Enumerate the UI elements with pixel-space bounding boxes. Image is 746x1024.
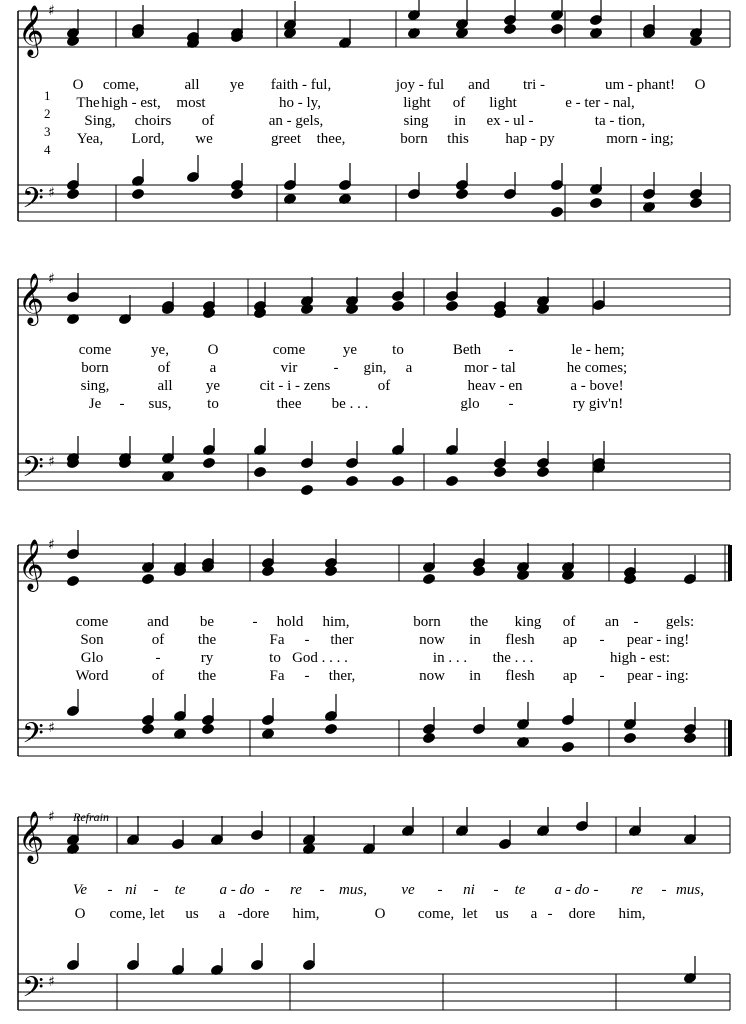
note-head [202,723,215,734]
note-head [551,206,564,217]
lyric-syllable: Ve [72,882,88,898]
note-head [325,723,338,734]
note-head [504,23,517,34]
lyric-syllable: king [514,614,542,630]
lyric-syllable: to [392,342,404,358]
lyric-syllable: us [185,906,199,922]
note-head [473,565,486,576]
lyric-syllable: light [403,95,431,111]
lyric-syllable: ye [229,77,245,93]
note-head [517,569,530,580]
lyric-syllable: in [454,113,466,129]
lyric-syllable: thee, [316,131,346,147]
lyric-syllable: born [400,131,428,147]
key-signature-sharp-icon: ♯ [48,454,55,470]
note-head [423,732,436,743]
lyric-syllable: of [201,113,215,129]
lyric-syllable: Fa [269,632,285,648]
lyric-syllable: - [107,882,113,898]
lyric-syllable: - [304,632,310,648]
lyric-syllable: a [405,360,413,376]
lyric-syllable: in [469,668,481,684]
lyric-syllable: a - do [219,882,255,898]
note-head [392,300,405,311]
lyric-syllable: - [599,668,605,684]
lyric-syllable: most [176,95,206,111]
lyric-syllable: - [264,882,270,898]
lyric-syllable: - [155,650,161,666]
lyric-syllable: - [508,342,514,358]
lyric-syllable: Beth [452,342,482,358]
lyric-syllable: O [72,77,84,93]
lyric-syllable: ap [562,632,578,648]
bass-clef-icon: 𝄢 [22,971,44,1011]
lyric-syllable: come, [102,77,140,93]
note-head [67,575,80,586]
lyric-syllable: and [147,614,169,630]
lyric-syllable: greet [271,131,301,147]
lyric-syllable: a [530,906,538,922]
lyric-syllable: mor - tal [464,360,516,376]
lyric-syllable: O [694,77,706,93]
lyric-syllable: - [252,614,258,630]
note-head [262,565,275,576]
lyric-syllable: Son [80,632,104,648]
lyric-syllable: a [218,906,226,922]
lyric-syllable: mus, [676,882,704,898]
lyric-syllable: gels: [665,614,695,630]
lyric-syllable: ther [330,632,354,648]
lyric-syllable: O [74,906,86,922]
lyric-syllable: te [174,882,186,898]
lyric-syllable: Lord, [131,131,165,147]
lyric-syllable: - [633,614,639,630]
lyric-syllable: now [419,668,445,684]
lyric-syllable: a [209,360,217,376]
lyric-syllable: ex - ul - [486,113,534,129]
lyric-syllable: ther, [328,668,356,684]
key-signature-sharp-icon: ♯ [48,974,55,990]
lyric-syllable: be [199,614,215,630]
treble-clef-icon: 𝄞 [18,811,45,862]
lyric-syllable: ye, [151,342,169,358]
lyric-syllable: sus, [148,396,172,412]
note-head [142,723,155,734]
lyric-syllable: le - hem; [571,342,625,358]
note-head [690,35,703,46]
lyric-syllable: cit - i - zens [259,378,331,394]
note-head [624,732,637,743]
lyric-syllable: The [76,95,100,111]
treble-clef-icon: 𝄞 [18,273,45,324]
verse-number-2: 2 [44,106,51,121]
lyric-syllable: to [269,650,281,666]
lyric-syllable: - [508,396,514,412]
lyric-syllable: the [469,614,489,630]
lyric-syllable: the . . . [492,650,534,666]
lyric-syllable: faith - ful, [270,77,332,93]
note-head [346,475,359,486]
note-head [537,303,550,314]
note-head [456,188,469,199]
lyric-syllable: and [468,77,490,93]
lyric-syllable: all [184,77,200,93]
note-head [446,475,459,486]
lyric-syllable: Glo [80,650,104,666]
lyric-syllable: sing [403,113,429,129]
lyric-syllable: Word [75,668,109,684]
note-head [551,23,564,34]
lyric-syllable: Sing, [84,113,116,129]
lyric-syllable: in . . . [432,650,468,666]
lyric-syllable: - [493,882,499,898]
lyric-syllable: - [661,882,667,898]
lyric-syllable: Je [88,396,102,412]
note-head [590,197,603,208]
lyric-syllable: - [119,396,125,412]
lyric-syllable: come [272,342,306,358]
lyric-syllable: this [447,131,469,147]
note-head [423,573,436,584]
lyric-syllable: mus, [339,882,367,898]
lyric-syllable: um - phant! [605,77,675,93]
lyric-syllable: joy - ful [395,77,445,93]
note-head [231,188,244,199]
lyric-syllable: - [304,668,310,684]
lyric-syllable: ve [401,882,415,898]
lyric-syllable: O [207,342,219,358]
lyric-syllable: come, [417,906,455,922]
lyric-syllable: - [333,360,339,376]
note-head [537,466,550,477]
note-head [67,188,80,199]
lyric-syllable: a - do [554,882,590,898]
lyric-syllable: hap - py [505,131,555,147]
lyric-syllable: light [489,95,517,111]
lyric-syllable: come, let [109,906,165,922]
note-head [142,573,155,584]
note-head [346,303,359,314]
note-head [494,466,507,477]
lyric-syllable: - [593,882,599,898]
lyric-syllable: in [469,632,481,648]
lyric-syllable: him, [618,906,646,922]
lyric-syllable: ni [125,882,137,898]
note-head [132,188,145,199]
key-signature-sharp-icon: ♯ [48,537,55,553]
lyric-syllable: him, [322,614,350,630]
lyric-syllable: dore [568,906,596,922]
lyric-syllable: of [562,614,576,630]
lyric-syllable: born [413,614,441,630]
lyric-syllable: ni [463,882,475,898]
lyric-syllable: come [78,342,112,358]
lyric-syllable: re [631,882,643,898]
lyric-syllable: ta - tion, [594,113,646,129]
lyric-syllable: Fa [269,668,285,684]
note-head [301,484,314,495]
lyric-syllable: flesh [505,632,535,648]
note-head [684,732,697,743]
lyric-syllable: all [157,378,173,394]
lyric-syllable: ye [205,378,221,394]
note-head [562,741,575,752]
lyric-syllable: to [207,396,219,412]
lyric-syllable: the [197,668,217,684]
lyric-syllable: of [151,632,165,648]
lyric-syllable: - [437,882,443,898]
verse-number-3: 3 [44,124,51,139]
lyric-syllable: pear - ing: [627,668,689,684]
lyric-syllable: ye [342,342,358,358]
lyric-syllable: - [599,632,605,648]
note-head [446,300,459,311]
treble-clef-icon: 𝄞 [18,539,45,590]
note-head [203,457,216,468]
lyric-syllable: te [514,882,526,898]
lyric-syllable: choirs [134,113,172,129]
lyric-syllable: thee [276,396,302,412]
note-head [254,466,267,477]
note-head [301,303,314,314]
key-signature-sharp-icon: ♯ [48,185,55,201]
lyric-syllable: sing, [80,378,110,394]
key-signature-sharp-icon: ♯ [48,720,55,736]
lyric-syllable: ry giv'n! [572,396,624,412]
lyric-syllable: be . . . [331,396,369,412]
lyric-syllable: - [547,906,553,922]
note-head [325,565,338,576]
lyric-syllable: we [195,131,213,147]
key-signature-sharp-icon: ♯ [48,809,55,825]
lyric-syllable: ap [562,668,578,684]
lyric-syllable: of [377,378,391,394]
lyric-syllable: us [495,906,509,922]
lyric-syllable: he comes; [566,360,628,376]
key-signature-sharp-icon: ♯ [48,271,55,287]
lyric-syllable: pear - ing! [626,632,690,648]
lyric-syllable: re [290,882,302,898]
lyric-syllable: hold [276,614,304,630]
lyric-syllable: morn - ing; [606,131,674,147]
key-signature-sharp-icon: ♯ [48,3,55,19]
lyric-syllable: high - est, [101,95,161,111]
lyric-syllable: the [197,632,217,648]
lyric-syllable: now [419,632,445,648]
lyric-syllable: an [604,614,620,630]
lyric-syllable: vir [280,360,298,376]
note-head [392,475,405,486]
lyric-syllable: flesh [505,668,535,684]
lyric-syllable: ho - ly, [279,95,321,111]
lyric-syllable: of [151,668,165,684]
note-head [690,197,703,208]
bass-clef-icon: 𝄢 [22,451,44,491]
lyric-syllable: tri - [522,77,546,93]
lyric-syllable: an - gels, [268,113,324,129]
verse-number-4: 4 [44,142,51,157]
lyric-syllable: glo [460,396,480,412]
verse-number-1: 1 [44,88,51,103]
refrain-label: Refrain [73,810,109,824]
lyric-syllable: O [374,906,386,922]
lyric-syllable: - [319,882,325,898]
lyric-syllable: high - est: [610,650,670,666]
lyric-syllable: of [157,360,171,376]
treble-clef-icon: 𝄞 [18,5,45,56]
bass-clef-icon: 𝄢 [22,182,44,222]
lyric-syllable: him, [292,906,320,922]
lyric-syllable: - [153,882,159,898]
lyric-syllable: a - bove! [570,378,624,394]
lyric-syllable: Yea, [76,131,104,147]
lyric-syllable: dore [242,906,270,922]
lyric-syllable: - [237,906,243,922]
lyric-syllable: born [81,360,109,376]
lyric-syllable: heav - en [467,378,523,394]
bass-clef-icon: 𝄢 [22,717,44,757]
lyric-syllable: ry [200,650,214,666]
lyric-syllable: let [462,906,478,922]
note-head [67,35,80,46]
lyric-syllable: gin, [363,360,387,376]
note-head [562,569,575,580]
lyric-syllable: of [452,95,466,111]
lyric-syllable: God . . . . [292,650,348,666]
lyric-syllable: e - ter - nal, [565,95,635,111]
lyric-syllable: come [75,614,109,630]
